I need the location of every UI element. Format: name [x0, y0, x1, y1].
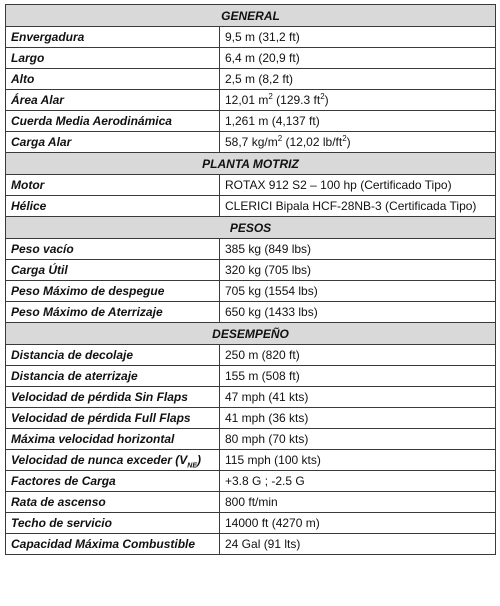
row-label: Velocidad de pérdida Full Flaps — [6, 408, 220, 429]
row-value: 41 mph (36 kts) — [220, 408, 496, 429]
table-row — [6, 345, 496, 366]
table-row — [6, 302, 496, 323]
table-row — [6, 132, 496, 153]
row-value: 9,5 m (31,2 ft) — [220, 27, 496, 48]
table-row — [6, 471, 496, 492]
row-label: Rata de ascenso — [6, 492, 220, 513]
table-row — [6, 387, 496, 408]
row-value: 385 kg (849 lbs) — [220, 239, 496, 260]
section-header-row — [6, 217, 496, 239]
row-label: Envergadura — [6, 27, 220, 48]
row-value: 650 kg (1433 lbs) — [220, 302, 496, 323]
row-label: Techo de servicio — [6, 513, 220, 534]
row-label: Máxima velocidad horizontal — [6, 429, 220, 450]
value-part: ) — [346, 135, 351, 149]
row-value: ROTAX 912 S2 – 100 hp (Certificado Tipo) — [220, 175, 496, 196]
table-row — [6, 492, 496, 513]
row-label: Distancia de decolaje — [6, 345, 220, 366]
row-label: Velocidad de pérdida Sin Flaps — [6, 387, 220, 408]
row-value: 14000 ft (4270 m) — [220, 513, 496, 534]
row-label: Carga Útil — [6, 260, 220, 281]
row-value: 24 Gal (91 lts) — [220, 534, 496, 555]
row-label — [6, 450, 220, 471]
table-row — [6, 429, 496, 450]
row-label: Peso Máximo de Aterrizaje — [6, 302, 220, 323]
superscript: 2 — [277, 134, 283, 143]
value-part: 12,01 m — [225, 93, 269, 107]
section-header-row — [6, 153, 496, 175]
table-row — [6, 513, 496, 534]
row-label: Motor — [6, 175, 220, 196]
value-part: ) — [324, 93, 329, 107]
row-value: 320 kg (705 lbs) — [220, 260, 496, 281]
section-title-desempeno: DESEMPEÑO — [6, 323, 496, 345]
table-row — [6, 450, 496, 471]
row-value — [220, 132, 496, 153]
row-value: 705 kg (1554 lbs) — [220, 281, 496, 302]
row-value: 115 mph (100 kts) — [220, 450, 496, 471]
row-value: 250 m (820 ft) — [220, 345, 496, 366]
table-row — [6, 90, 496, 111]
value-part: 58,7 kg/m — [225, 135, 278, 149]
table-row — [6, 260, 496, 281]
row-label: Carga Alar — [6, 132, 220, 153]
row-label: Cuerda Media Aerodinámica — [6, 111, 220, 132]
row-value: +3.8 G ; -2.5 G — [220, 471, 496, 492]
row-value: 47 mph (41 kts) — [220, 387, 496, 408]
section-title-general: GENERAL — [6, 5, 496, 27]
row-label: Factores de Carga — [6, 471, 220, 492]
row-label: Distancia de aterrizaje — [6, 366, 220, 387]
section-header-row — [6, 5, 496, 27]
value-part: (129.3 ft — [272, 93, 321, 107]
row-value: 155 m (508 ft) — [220, 366, 496, 387]
row-label: Capacidad Máxima Combustible — [6, 534, 220, 555]
table-row — [6, 534, 496, 555]
row-value — [220, 90, 496, 111]
section-header-row — [6, 323, 496, 345]
value-part: (12,02 lb/ft — [282, 135, 343, 149]
table-row — [6, 408, 496, 429]
row-value: CLERICI Bipala HCF-28NB-3 (Certificada Tipo) — [220, 196, 496, 217]
row-label: Peso vacío — [6, 239, 220, 260]
row-value: 800 ft/min — [220, 492, 496, 513]
table-row — [6, 48, 496, 69]
subscript: NE — [187, 462, 198, 470]
row-label: Área Alar — [6, 90, 220, 111]
row-value: 80 mph (70 kts) — [220, 429, 496, 450]
row-value: 2,5 m (8,2 ft) — [220, 69, 496, 90]
table-row — [6, 69, 496, 90]
section-title-pesos: PESOS — [6, 217, 496, 239]
table-row — [6, 27, 496, 48]
table-row — [6, 175, 496, 196]
row-label: Hélice — [6, 196, 220, 217]
label-part: Velocidad de nunca exceder (V — [11, 453, 188, 467]
row-label: Largo — [6, 48, 220, 69]
table-row — [6, 239, 496, 260]
table-row — [6, 366, 496, 387]
table-row — [6, 196, 496, 217]
superscript: 2 — [320, 92, 325, 101]
specifications-table — [5, 4, 496, 555]
section-title-planta-motriz: PLANTA MOTRIZ — [6, 153, 496, 175]
superscript: 2 — [268, 92, 273, 101]
table-row — [6, 281, 496, 302]
row-label: Peso Máximo de despegue — [6, 281, 220, 302]
label-part: ) — [197, 453, 202, 467]
row-label: Alto — [6, 69, 220, 90]
table-row — [6, 111, 496, 132]
row-value: 1,261 m (4,137 ft) — [220, 111, 496, 132]
superscript: 2 — [342, 134, 347, 143]
row-value: 6,4 m (20,9 ft) — [220, 48, 496, 69]
